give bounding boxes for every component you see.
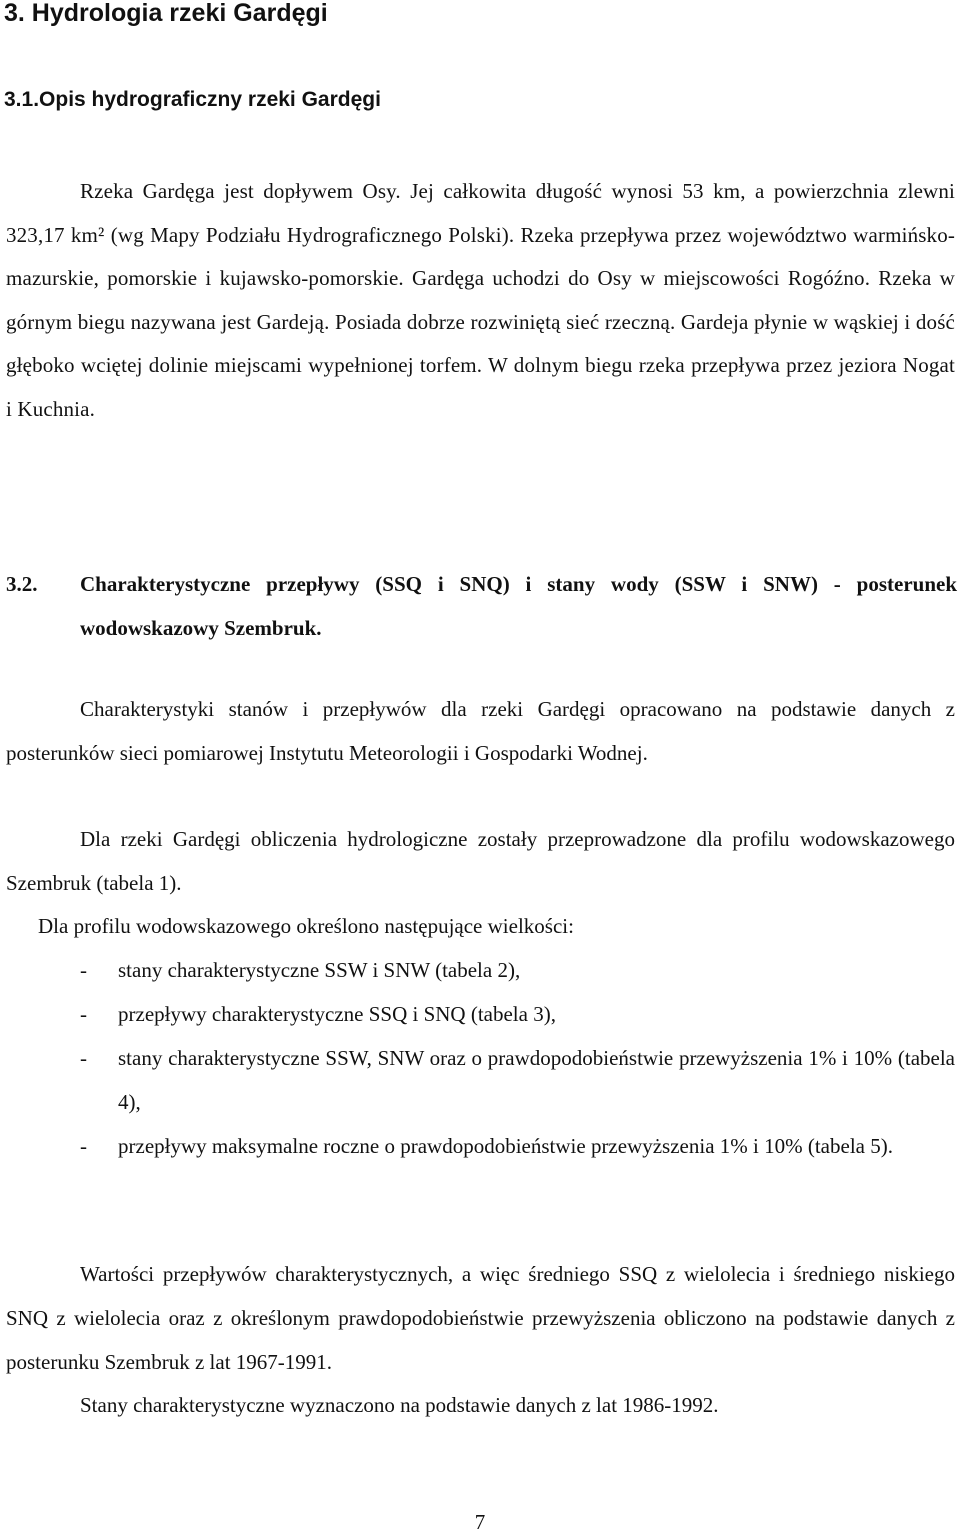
paragraph-stages: Stany charakterystyczne wyznaczono na podstawie danych z lat 1986-1992. bbox=[80, 1393, 719, 1417]
section-number: 3.2. bbox=[6, 572, 38, 596]
list-item-text: stany charakterystyczne SSW i SNW (tabela 2), bbox=[118, 958, 521, 982]
paragraph-flows bbox=[6, 1252, 955, 1384]
paragraph-list-intro: Dla profilu wodowskazowego określono następujące wielkości: bbox=[38, 914, 574, 938]
quantities-list bbox=[0, 948, 960, 1168]
paragraph-river-description-text: Rzeka Gardęga jest dopływem Osy. Jej całkowita długość wynosi 53 km, a powierzchnia zlewni 323,17 km² (wg Mapy Podziału Hydrograficznego Polski). Rzeka przepływa przez województwo warmińsko-mazurskie, pomorskie i kujawsko-pomorskie. Gardęga uchodzi do Osy w miejscowości Rogóźno. Rzeka w górnym biegu nazywana jest Gardeją. Posiada dobrze rozwiniętą sieć rzeczną. Gardeja płynie w wąskiej i dość głęboko wciętej dolinie miejscami wypełnionej torfem. W dolnym biegu rzeka przepływa przez jeziora Nogat i Kuchnia. bbox=[6, 179, 955, 421]
paragraph-profile bbox=[6, 817, 955, 905]
paragraph-profile-text: Dla rzeki Gardęgi obliczenia hydrologiczne zostały przeprowadzone dla profilu wodowskazowego Szembruk (tabela 1). bbox=[6, 827, 955, 895]
list-item bbox=[0, 1036, 960, 1124]
paragraph-data-source-text: Charakterystyki stanów i przepływów dla rzeki Gardęgi opracowano na podstawie danych z posterunków sieci pomiarowej Instytutu Meteorologii i Gospodarki Wodnej. bbox=[6, 697, 955, 765]
page-number: 7 bbox=[474, 1510, 486, 1534]
paragraph-flows-text: Wartości przepływów charakterystycznych, a więc średniego SSQ z wielolecia i średniego niskiego SNQ z wielolecia oraz z określonym prawdopodobieństwie przewyższenia obliczono na podstawie danych z posterunku Szembruk z lat 1967-1991. bbox=[6, 1262, 955, 1374]
list-item-text: stany charakterystyczne SSW, SNW oraz o prawdopodobieństwie przewyższenia 1% i 10% (tabela 4), bbox=[118, 1046, 955, 1114]
list-item bbox=[0, 948, 960, 992]
list-dash: - bbox=[80, 958, 87, 982]
list-item-text: przepływy maksymalne roczne o prawdopodobieństwie przewyższenia 1% i 10% (tabela 5). bbox=[118, 1134, 893, 1158]
paragraph-river-description bbox=[6, 170, 955, 431]
list-dash: - bbox=[80, 1134, 87, 1158]
list-dash: - bbox=[80, 1046, 87, 1070]
section-title: Charakterystyczne przepływy (SSQ i SNQ) i stany wody (SSW i SNW) - posterunek wodowskazowy Szembruk. bbox=[80, 572, 957, 640]
list-item bbox=[0, 1124, 960, 1168]
section-heading-3-1: 3.1.Opis hydrograficzny rzeki Gardęgi bbox=[4, 88, 381, 111]
list-item-text: przepływy charakterystyczne SSQ i SNQ (tabela 3), bbox=[118, 1002, 556, 1026]
paragraph-data-source bbox=[6, 687, 955, 775]
list-item bbox=[0, 992, 960, 1036]
chapter-heading: 3. Hydrologia rzeki Gardęgi bbox=[4, 0, 328, 27]
list-dash: - bbox=[80, 1002, 87, 1026]
